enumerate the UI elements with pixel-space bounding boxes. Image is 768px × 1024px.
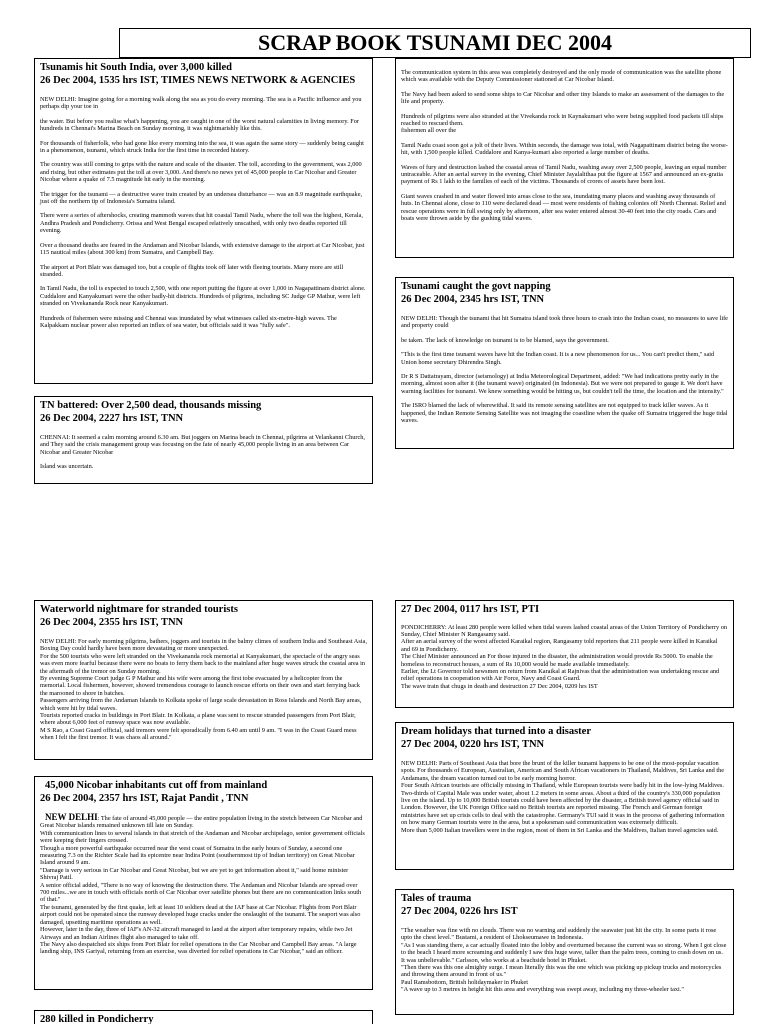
- paragraph: "Then there was this one almighty surge. I mean literally this was the one which was picking up pickup trucks and motorcycles and throwing them around in front of us.": [401, 964, 722, 979]
- paragraph: Four South African tourists are officially missing in Thailand, while European tourists were badly hit in the low-lying Maldives.: [401, 782, 724, 790]
- paragraph: NEW DELHI: Though the tsunami that hit Sumatra island took three hours to crash into the Indian coast, no measures to save life and property could: [401, 315, 728, 330]
- article-nicobar: [34, 776, 373, 990]
- paragraph: NEW DELHI: Parts of Southeast Asia that bore the brunt of the killer tsunami happens to be one of the most-popular vacation spots. For thousands of European, Australian, American and South African vacationers in Thailand, Maldives, Sri Lanka and the Andamans, the dream vacation turned out to be early morning horror.: [401, 760, 725, 782]
- headline: Tsunami caught the govt napping: [401, 281, 551, 292]
- paragraph: More than 5,000 Italian travellers were in the region, most of them in Sri Lanka and the Maldives, Italian travel agencies said.: [401, 826, 719, 834]
- page-title: SCRAP BOOK TSUNAMI DEC 2004: [119, 28, 751, 58]
- paragraph: the water. But before you realise what's happening, you are caught in one of the worst natural calamities in living memory. For hundreds in Chennai's Marina Beach on Sunday morning, it was nightmarishly like this.: [40, 117, 359, 133]
- paragraph: "A wave up to 3 metres in height hit this area and everything was swept away, including my three-wheeler taxi.": [401, 986, 684, 994]
- paragraph: The Navy also despatched six ships from Port Blair for relief operations in the Car Nicobar and Campbell Bay areas. "A large landing ship, INS Gariyal, returning from an exercise, was diverted for relief operations in Car Nicobar," said an officer.: [40, 940, 357, 956]
- paragraph: However, later in the day, three of IAF's AN-32 aircraft managed to land at the airport after temporary repairs, while two Jet Airways and an Indian Airlines flight also managed to take off.: [40, 926, 353, 941]
- paragraph: "As I was standing there, a car actually floated into the lobby and overturned because the current was so strong. When I got close to the beach I heard more screaming and suddenly I saw this huge wave, taller than the palm trees, coming to crash down on us. It was unbelievable." Carlsson, who works at a beachside hotel in Phuket.: [401, 941, 727, 964]
- dateline: 26 Dec 2004, 1535 hrs IST, TIMES NEWS NETWORK & AGENCIES: [40, 74, 356, 86]
- dateline: 26 Dec 2004, 2345 hrs IST, TNN: [401, 293, 545, 305]
- article-govt-napping: [395, 277, 734, 449]
- headline: TN battered: Over 2,500 dead, thousands missing: [40, 400, 262, 411]
- paragraph: CHENNAI: It seemed a calm morning around 6.30 am. But joggers on Marina beach in Chennai, pilgrims at Velankanni Church, and They said the crisis management group was focusing on the fate of nearly 45,000 people living in an area between Car Nicobar and Greater Nicobar: [40, 434, 365, 456]
- paragraph: Dr R S Dattatrayam, director (seismology) at India Meteorological Department, added: "We had indications pretty early in the morning, almost soon after it (the tsunami wave) originated (in Indonesia). But we were not prepared to gauge it. We don't have warning facilities for tsunami. We knew something would be hitting us, but couldn't tell the time, the location and the intensity.": [401, 373, 724, 395]
- paragraph: The tsunami, generated by the first quake, left at least 10 soldiers dead at the IAF base at Car Nicobar. Flights from Port Blair airport could not be operated since the runway developed huge cracks under the onslaught of the tsunami. The seaport was also damaged, upsetting maritime operations as well.: [40, 903, 361, 926]
- paragraph: The ISRO blamed the lack of wherewithal. It said its remote sensing satellites are not equipped to track killer waves. As it happened, the Indian Remote Sensing Satellite was not imaging the coastline when the quake off Sumatra triggered the huge tidal waves.: [401, 402, 728, 425]
- paragraph: "Damage is very serious in Car Nicobar and Great Nicobar, but we are yet to get information about it," said home minister Shivraj Patil.: [40, 866, 349, 882]
- article-tn-battered: [34, 396, 373, 484]
- paragraph: A senior official added, "There is no way of knowing the destruction there. The Andaman and Nicobar Islands are spread over 700 miles...we are in touch with officials north of Car Nicobar over satellite phones but there are no communication links south of that.": [40, 881, 362, 904]
- paragraph: Tourists reported cracks in buildings in Port Blair. In Kolkata, a plane was sent to rescue stranded passengers from Port Blair, where about 6,000 feet of runway space was now available.: [40, 712, 356, 727]
- paragraph: Though a more powerful earthquake occurred near the west coast of Sumatra in the early hours of Sunday, a second one measuring 7.3 on the Richter Scale had its epicentre near Indira Point (southernmost tip of Indian territory) on Great Nicobar Island around 9 am.: [40, 844, 355, 867]
- dateline-city: NEW DELHI: [45, 812, 98, 822]
- paragraph: The airport at Port Blair was damaged too, but a couple of flights took off later with fleeing tourists. Many more are still stranded.: [40, 263, 344, 278]
- paragraph: "This is the first time tsunami waves have hit the Indian coast. It is a new phenomenon for us... You can't predict them," said Union home secretary Dhirendra Singh.: [401, 351, 715, 366]
- headline: 45,000 Nicobar inhabitants cut off from mainland: [45, 780, 268, 791]
- paragraph: In Tamil Nadu, the toll is expected to touch 2,500, with one report putting the figure at over 1,000 in Nagapattinam district alone. Cuddalore and Kanyakumari were the other badly-hit districts. Hundreds of pilgrims, including SC Judge GP Mathur, were left stranded on Vivekananda Rock near Kanyakumari.: [40, 285, 366, 308]
- paragraph: The wave train that chugs in death and destruction 27 Dec 2004, 0209 hrs IST: [401, 682, 598, 690]
- headline: Dream holidays that turned into a disaster: [401, 726, 591, 737]
- paragraph: With communication lines to several islands in that stretch of the Andaman and Nicobar archipelago, senior government officials were keeping their fingers crossed.: [40, 829, 365, 845]
- paragraph: [40, 814, 367, 830]
- paragraph: Waves of fury and destruction lashed the coastal areas of Tamil Nadu, washing away over 2,500 people, leaving an equal number untraceable. After an aerial survey in the evening, Chief Minister Jayalalithaa put the figure at 1567 and announced an ex-gratia payment of Rs 1 lakh to the families of each of the victims. Thousands of crores of assets have been lost.: [401, 163, 727, 186]
- article-pti: [395, 600, 734, 708]
- paragraph: Hundreds of pilgrims were also stranded at the Vivekanda rock in Kaynakumari who were being supplied food packets till ships reached to rescued them.: [401, 112, 724, 128]
- paragraph-text: : The fate of around 45,000 people — the entire population living in the stretch between Car Nicobar and Great Nicobar islands remained unknown till late on Sunday.: [40, 815, 363, 830]
- paragraph: M S Rao, a Coast Guard official, said tremors were felt sporadically from 6.40 am until 9 am. "I was in the Coast Guard mess when I felt the first tremor. It was chaos all around.": [40, 726, 357, 742]
- dateline: 27 Dec 2004, 0220 hrs IST, TNN: [401, 738, 545, 750]
- headline: Tsunamis hit South India, over 3,000 killed: [40, 62, 232, 73]
- paragraph: The trigger for the tsunami — a destructive wave train created by an undersea disturbance — was an 8.9 magnitude earthquake, just off the northern tip of Indonesia's Sumatra island.: [40, 190, 363, 206]
- paragraph: Paul Ramsbottom, British holidaymaker in Phuket: [401, 978, 528, 986]
- headline: 280 killed in Pondicherry: [40, 1014, 154, 1024]
- headline: Tales of trauma: [401, 893, 472, 904]
- paragraph: For the 500 tourists who were left stranded on the Vivekananda rock memorial at Kanyakumari, the spectacle of the angry seas was even more fearful because there were no boats to ferry them back to the mainland after huge waves struck the coastal area in the aftermath of the tremor on Sunday morning.: [40, 652, 366, 675]
- dateline: 26 Dec 2004, 2357 hrs IST, Rajat Pandit , TNN: [40, 792, 249, 804]
- paragraph: The communication system in this area was completely destroyed and the only mode of communication was the satellite phone which was available with the Deputy Commissioner stationed at Car Nicobar Island.: [401, 69, 722, 84]
- paragraph: Tamil Nadu coast soon got a jolt of their lives. Within seconds, the damage was total, with Nagapattinam district being the worse-hit, with 1,500 people killed. Cuddalore and Kanya-kumari also reported a large number of deaths.: [401, 141, 728, 157]
- dateline: 27 Dec 2004, 0226 hrs IST: [401, 905, 518, 917]
- paragraph: Earlier, the Lt Governor told newsmen on return from Karaikal at Rajnivas that the administration was undertaking rescue and relief operations in cooperation with Air Force, Navy and Coast Guard.: [401, 667, 720, 683]
- paragraph: PONDICHERRY: At least 280 people were killed when tidal waves lashed coastal areas of the Union Territory of Pondicherry on Sunday, Chief Minister N Rangasamy said.: [401, 623, 728, 638]
- paragraph: "The weather was fine with no clouds. There was no warning and suddenly the seawater just hit the city. In some parts it rose upto the chest level." Bustami, a resident of Lhokseumawe in Indonesia.: [401, 927, 717, 942]
- paragraph: There were a series of aftershocks, creating mammoth waves that hit coastal Tamil Nadu, where the toll was the highest, Kerala, Andhra Pradesh and Pondicherry. Orissa and West Bengal escaped relatively unscathed, with only two deaths reported till evening.: [40, 212, 363, 235]
- paragraph: NEW DELHI: For early morning pilgrims, bathers, joggers and tourists in the balmy climes of southern India and Southeast Asia, Boxing Day could hardly have been more devastating or more unexpected.: [40, 638, 367, 653]
- dateline: 26 Dec 2004, 2227 hrs IST, TNN: [40, 412, 184, 424]
- paragraph: The country was still coming to grips with the nature and scale of the disaster. The toll, according to the government, was 2,000 and rising, but other estimates put the toll at over 3,000. And there's no news yet of 45,000 people in Car Nicobar and Greater Nicobar where a quake of 7.5 magnitude hit early in the morning.: [40, 161, 362, 184]
- article-dream-holidays: [395, 722, 734, 870]
- paragraph: Hundreds of fishermen were missing and Chennai was inundated by what witnesses called six-metre-high waves. The Kalpakkam nuclear power also reported an influx of sea water, but officials said it was "fully safe".: [40, 314, 337, 329]
- article-car-nicobar-continued: [395, 58, 734, 258]
- paragraph: Passengers arriving from the Andaman Islands to Kolkata spoke of large scale devastation in Ross Islands and North Bay areas, which were hit by tidal waves.: [40, 697, 362, 712]
- article-tales-of-trauma: [395, 889, 734, 1015]
- paragraph: Two-thirds of Capital Male was under water, about 1.2 meters in some areas. About a third of the country's 330,000 population live on the island. Up to 10,000 British tourists could have been affected by the disaster, a British travel agency official said in London. However, the UK Foreign Office said no British tourists are reported missing. The French and German foreign ministries have set up crisis cells to deal with the catastrophe. Germany's TUI said it was in the process of gathering information on how many German tourists were in the area, but a spokesman said communication was extremely difficult.: [401, 789, 725, 827]
- paragraph: NEW DELHI: Imagine going for a morning walk along the sea as you do every morning. The sea is a Pacific influence and you perhaps dip your toe in: [40, 96, 362, 111]
- paragraph: By evening Supreme Court judge G P Mathur and his wife were among the first tobe evacuated by a helicopter from the memorial. Local fishermen, however, showed tremendous courage to launch rescue efforts on their own and start ferrying back the marooned to shore in batches.: [40, 675, 360, 697]
- paragraph: After an aerial survey of the worst affected Karaikal region, Rangasamy told reporters that 211 people were killed in Karaikal and 69 in Pondicherry.: [401, 638, 718, 653]
- paragraph: The Navy had been asked to send some ships to Car Nicobar and other tiny Islands to make an assessment of the damages to the life and property.: [401, 90, 725, 106]
- paragraph: For thousands of fisherfolk, who had gone like every morning into the sea, it was again the same story — suddenly being caught in a phenomenon, tsunami, which struck India for the first time in recorded history.: [40, 139, 364, 155]
- paragraph: fishermen all over the: [401, 127, 457, 135]
- headline: 27 Dec 2004, 0117 hrs IST, PTI: [401, 604, 540, 615]
- article-south-india: [34, 58, 373, 384]
- paragraph: Giant waves crashed in and water flowed into areas close to the sea, inundating many places and washing away thousands of huts. In Chennai alone, close to 110 were declared dead — most were residents of fishing colonies off North Chennai. Relief and rescue operations were in full swing only by afternoon, after sea water entered almost 30-40 feet into the city roads. Cars and boats were thrown aside by the gushing tidal waves.: [401, 192, 726, 223]
- article-pondicherry: [34, 1010, 373, 1024]
- paragraph: The Chief Minister announced an For those injured in the disaster, the administration would provide Rs 5000. To enable the homeless to reconstruct houses, a sum of Rs 10,000 would be made available immediately.: [401, 653, 713, 668]
- article-waterworld: [34, 600, 373, 760]
- dateline: 26 Dec 2004, 2355 hrs IST, TNN: [40, 616, 184, 628]
- headline: Waterworld nightmare for stranded tourists: [40, 604, 238, 615]
- paragraph: Island was uncertain.: [40, 463, 94, 471]
- paragraph: be taken. The lack of knowledge on tsunami is to be blamed, says the government.: [401, 336, 609, 344]
- paragraph: Over a thousand deaths are feared in the Andaman and Nicobar Islands, with extensive damage to the airport at Car Nicobar, just 115 nautical miles (about 300 km) from Sumatra, and Campbell Bay.: [40, 241, 365, 257]
